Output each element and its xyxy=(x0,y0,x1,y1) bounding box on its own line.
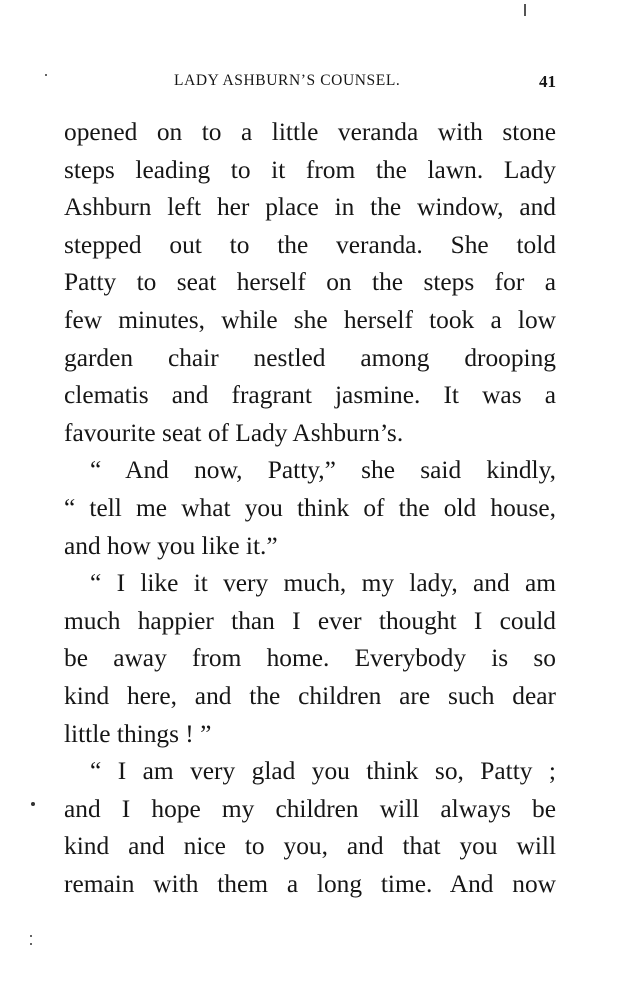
text-line: few minutes, while she herself took a low xyxy=(64,305,556,334)
text-line: much happier than I ever thought I could xyxy=(64,606,556,635)
body-text xyxy=(64,114,556,903)
page-number: 41 xyxy=(539,72,556,91)
text-line: kind here, and the children are such dear xyxy=(64,681,556,710)
scan-mark xyxy=(524,4,526,16)
text-line: “ I am very glad you think so, Patty ; xyxy=(90,757,556,786)
text-line: “ tell me what you think of the old house, xyxy=(64,493,556,522)
text-line: Ashburn left her place in the window, and xyxy=(64,193,556,222)
text-line: clematis and fragrant jasmine. It was a xyxy=(64,381,556,410)
text-line: and I hope my children will always be xyxy=(64,794,556,823)
text-line: stepped out to the veranda. She told xyxy=(64,230,556,259)
scan-speck xyxy=(45,74,47,76)
text-line: “ I like it very much, my lady, and am xyxy=(90,569,556,598)
text-line: opened on to a little veranda with stone xyxy=(64,118,556,146)
text-line: kind and nice to you, and that you will xyxy=(64,832,556,861)
scan-speck xyxy=(30,943,32,945)
running-title: LADY ASHBURN’S COUNSEL. xyxy=(174,72,401,89)
text-line: “ And now, Patty,” she said kindly, xyxy=(90,456,556,485)
text-line: favourite seat of Lady Ashburn’s. xyxy=(64,418,404,447)
text-line: little things ! ” xyxy=(64,719,212,748)
page-header xyxy=(64,72,556,96)
text-line: garden chair nestled among drooping xyxy=(64,343,556,372)
scan-speck xyxy=(30,935,32,937)
text-line: steps leading to it from the lawn. Lady xyxy=(64,155,556,184)
text-line: remain with them a long time. And now xyxy=(64,869,556,898)
scan-speck xyxy=(31,802,35,806)
text-line: and how you like it.” xyxy=(64,531,278,560)
text-line: be away from home. Everybody is so xyxy=(64,644,556,673)
text-line: Patty to seat herself on the steps for a xyxy=(64,268,556,297)
